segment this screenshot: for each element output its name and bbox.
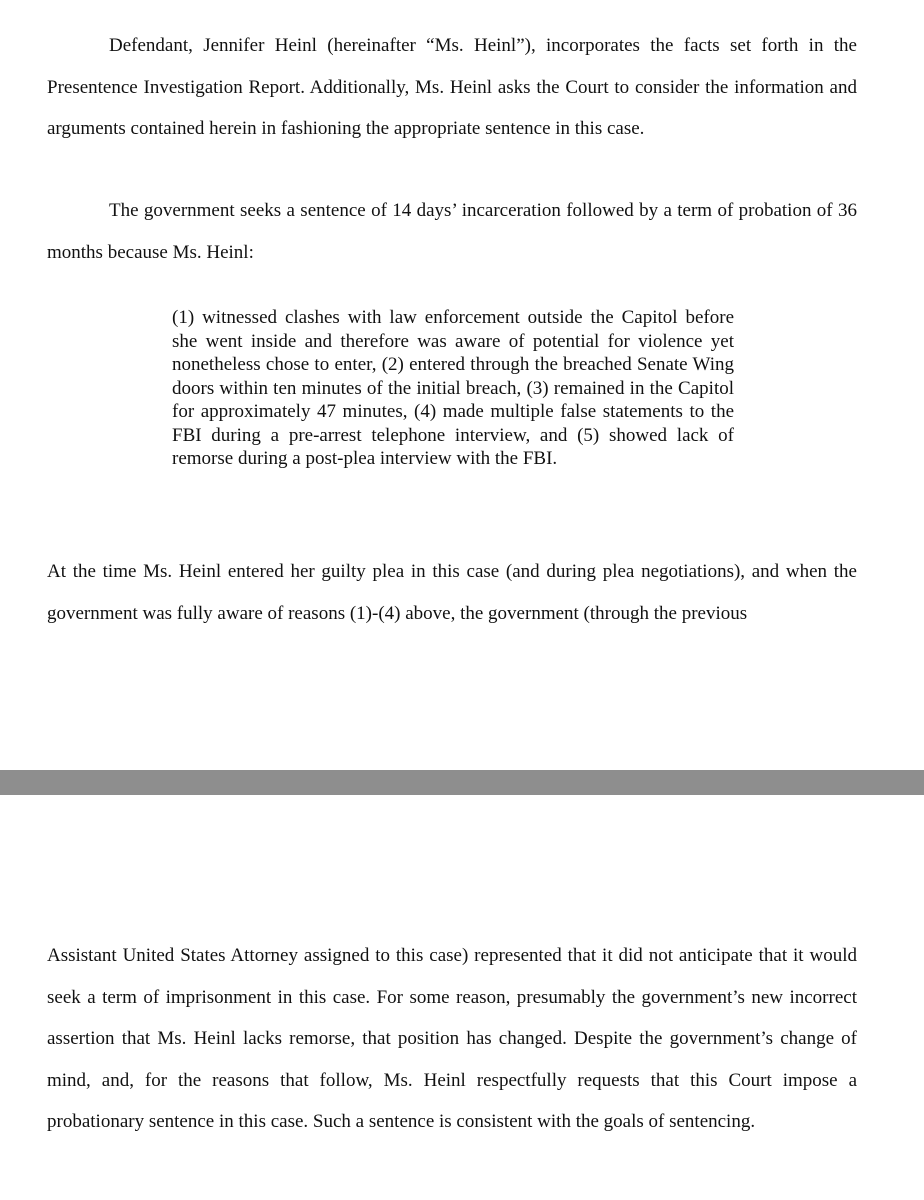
- paragraph-assistant-us-attorney: Assistant United States Attorney assigned to this case) represented that it did not anticipate that it would seek a term of imprisonment in this case. For some reason, presumably the government’s new incorrect assertion that Ms. Heinl lacks remorse, that position has changed. Despite the government’s change of mind, and, for the reasons that follow, Ms. Heinl respectfully requests that this Court impose a probationary sentence in this case. Such a sentence is consistent with the goals of sentencing.: [47, 945, 857, 1132]
- paragraph-government-seeks: The government seeks a sentence of 14 days’ incarceration followed by a term of probation of 36 months because Ms. Heinl:: [47, 200, 857, 263]
- block-quote-reasons: (1) witnessed clashes with law enforcement outside the Capitol before she went inside and therefore was aware of potential for violence yet nonetheless chose to enter, (2) entered through the breached Senate Wing doors within ten minutes of the initial breach, (3) remained in the Capitol for approximately 47 minutes, (4) made multiple false statements to the FBI during a pre-arrest telephone interview, and (5) showed lack of remorse during a post-plea interview with the FBI.: [172, 307, 734, 469]
- document-page-lower: [0, 795, 924, 1200]
- paragraph-incorporates-facts: Defendant, Jennifer Heinl (hereinafter “Ms. Heinl”), incorporates the facts set forth in the Presentence Investigation Report. Additionally, Ms. Heinl asks the Court to consider the information and arguments contained herein in fashioning the appropriate sentence in this case.: [47, 35, 857, 139]
- page-divider: [0, 770, 924, 795]
- paragraph-guilty-plea: At the time Ms. Heinl entered her guilty plea in this case (and during plea negotiations), and when the government was fully aware of reasons (1)-(4) above, the government (through the previous: [47, 561, 857, 624]
